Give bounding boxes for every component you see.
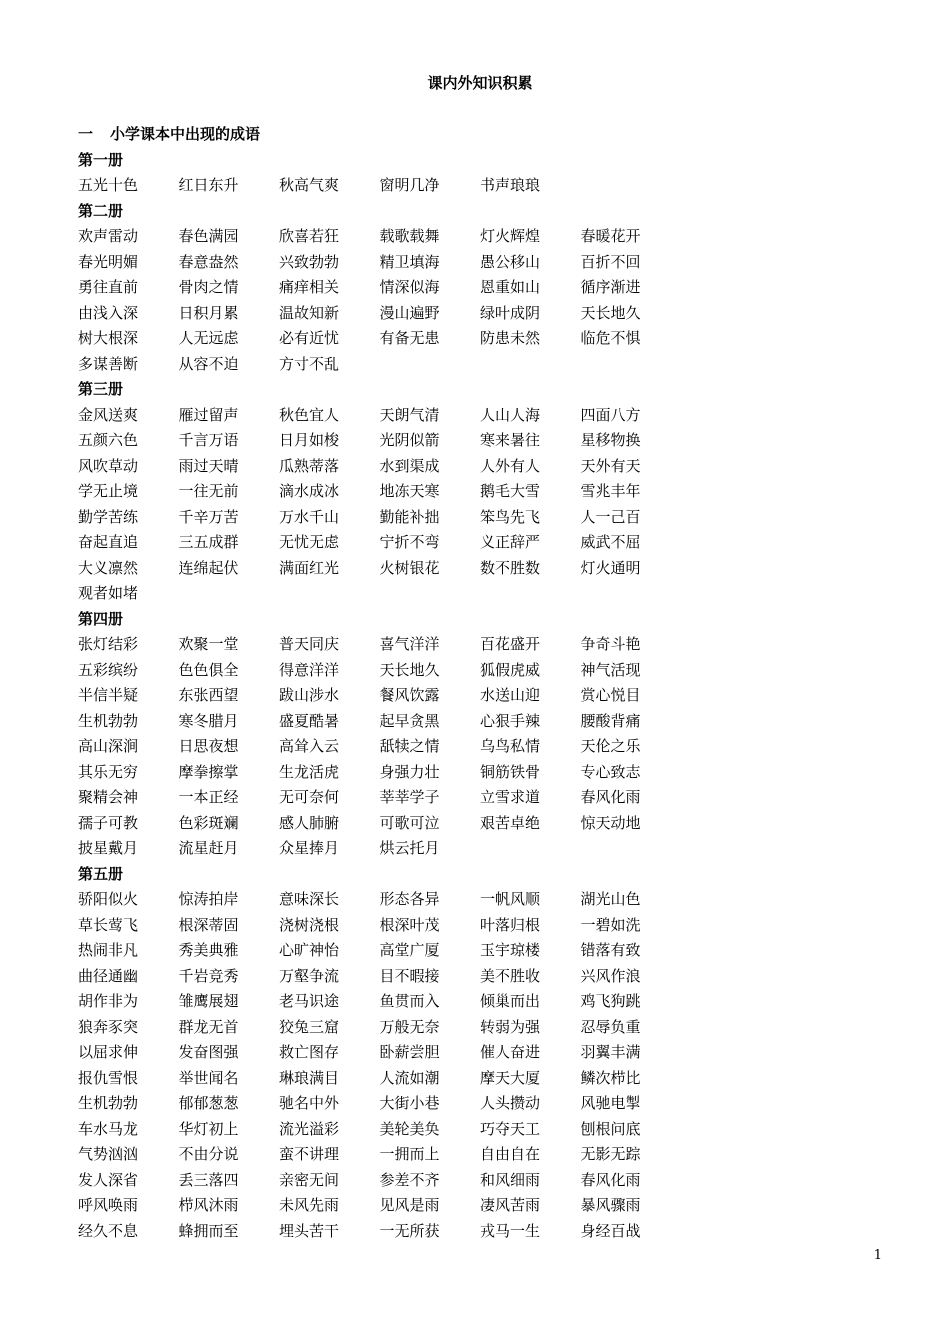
section-heading <box>78 122 898 148</box>
idiom-row <box>78 1091 898 1117</box>
idiom: 春风化雨 <box>580 788 641 806</box>
idiom-row <box>78 556 898 582</box>
idiom: 郁郁葱葱 <box>178 1094 239 1112</box>
idiom: 巧夺天工 <box>480 1119 541 1138</box>
idiom: 兴致勃勃 <box>279 252 340 271</box>
idiom: 铜筋铁骨 <box>480 762 541 781</box>
idiom: 方寸不乱 <box>279 354 340 373</box>
idiom: 湖光山色 <box>580 890 641 908</box>
idiom-row <box>78 658 898 684</box>
idiom: 色彩斑斓 <box>178 813 239 832</box>
idiom: 义正辞严 <box>480 533 541 551</box>
idiom: 万般无奈 <box>379 1017 440 1036</box>
idiom: 专心致志 <box>580 762 641 781</box>
idiom: 感人肺腑 <box>279 813 340 832</box>
idiom: 恩重如山 <box>480 278 541 296</box>
idiom-row <box>78 505 898 531</box>
idiom: 一往无前 <box>178 482 239 500</box>
idiom: 风驰电掣 <box>580 1094 641 1112</box>
idiom: 曲径通幽 <box>78 966 139 985</box>
idiom: 流光溢彩 <box>279 1119 340 1138</box>
idiom: 聚精会神 <box>78 788 139 806</box>
idiom: 天长地久 <box>379 660 440 679</box>
idiom: 一碧如洗 <box>580 915 641 934</box>
idiom: 色色俱全 <box>178 660 239 679</box>
idiom: 舐犊之情 <box>379 737 440 755</box>
idiom: 秋高气爽 <box>279 176 340 194</box>
idiom: 得意洋洋 <box>279 660 340 679</box>
section-title: 小学课本中出现的成语 <box>110 125 261 143</box>
idiom: 勤学苦练 <box>78 507 139 526</box>
idiom: 戎马一生 <box>480 1221 541 1240</box>
idiom: 赏心悦目 <box>580 686 641 704</box>
idiom-row <box>78 224 898 250</box>
idiom: 由浅入深 <box>78 303 139 322</box>
idiom: 一本正经 <box>178 788 239 806</box>
idiom: 身强力壮 <box>379 762 440 781</box>
idiom-row <box>78 760 898 786</box>
idiom: 连绵起伏 <box>178 558 239 577</box>
idiom: 披星戴月 <box>78 839 139 857</box>
idiom-row <box>78 1015 898 1041</box>
idiom: 张灯结彩 <box>78 635 139 653</box>
idiom: 孺子可教 <box>78 813 139 832</box>
idiom: 卧薪尝胆 <box>379 1043 440 1061</box>
idiom: 鸡飞狗跳 <box>580 992 641 1010</box>
idiom: 老马识途 <box>279 992 340 1010</box>
idiom-row <box>78 1066 898 1092</box>
idiom: 痛痒相关 <box>279 278 340 296</box>
idiom: 美不胜收 <box>480 966 541 985</box>
idiom: 生机勃勃 <box>78 1094 139 1112</box>
idiom: 胡作非为 <box>78 992 139 1010</box>
idiom: 蛮不讲理 <box>279 1145 340 1163</box>
idiom: 鳞次栉比 <box>580 1068 641 1087</box>
idiom: 必有近忧 <box>279 329 340 347</box>
idiom: 经久不息 <box>78 1221 139 1240</box>
idiom: 五颜六色 <box>78 431 139 449</box>
idiom-row <box>78 1219 898 1245</box>
idiom: 丢三落四 <box>178 1170 239 1189</box>
idiom: 树大根深 <box>78 329 139 347</box>
idiom: 意味深长 <box>279 890 340 908</box>
idiom: 一帆风顺 <box>480 890 541 908</box>
document-body <box>78 122 898 1244</box>
idiom: 金风送爽 <box>78 405 139 424</box>
idiom-row <box>78 479 898 505</box>
idiom: 乌鸟私情 <box>480 737 541 755</box>
idiom: 百花盛开 <box>480 635 541 653</box>
book-heading: 第五册 <box>78 864 124 883</box>
idiom: 草长莺飞 <box>78 915 139 934</box>
idiom-row <box>78 913 898 939</box>
idiom-row <box>78 250 898 276</box>
idiom: 天伦之乐 <box>580 737 641 755</box>
idiom: 莘莘学子 <box>379 788 440 806</box>
idiom: 狼奔豕突 <box>78 1017 139 1036</box>
idiom: 摩拳擦掌 <box>178 762 239 781</box>
idiom: 三五成群 <box>178 533 239 551</box>
idiom: 高堂广厦 <box>379 941 440 959</box>
idiom: 叶落归根 <box>480 915 541 934</box>
idiom: 水到渠成 <box>379 456 440 475</box>
idiom: 防患未然 <box>480 329 541 347</box>
idiom: 无忧无虑 <box>279 533 340 551</box>
idiom: 根深蒂固 <box>178 915 239 934</box>
idiom: 盛夏酷暑 <box>279 711 340 730</box>
idiom-row <box>78 785 898 811</box>
idiom: 威武不屈 <box>580 533 641 551</box>
idiom: 栉风沐雨 <box>178 1196 239 1214</box>
idiom-row <box>78 989 898 1015</box>
idiom: 百折不回 <box>580 252 641 271</box>
page-title: 课内外知识积累 <box>427 74 533 92</box>
idiom: 琳琅满目 <box>279 1068 340 1087</box>
idiom: 灯火辉煌 <box>480 227 541 245</box>
idiom: 风吹草动 <box>78 456 139 475</box>
idiom: 天长地久 <box>580 303 641 322</box>
idiom-row <box>78 581 898 607</box>
idiom: 立雪求道 <box>480 788 541 806</box>
idiom: 漫山遍野 <box>379 303 440 322</box>
idiom: 驰名中外 <box>279 1094 340 1112</box>
idiom: 有备无患 <box>379 329 440 347</box>
idiom: 狡兔三窟 <box>279 1017 340 1036</box>
idiom: 摩天大厦 <box>480 1068 541 1087</box>
idiom: 春意盎然 <box>178 252 239 271</box>
idiom: 报仇雪恨 <box>78 1068 139 1087</box>
idiom: 观者如堵 <box>78 584 139 602</box>
idiom-row <box>78 1142 898 1168</box>
idiom: 以屈求伸 <box>78 1043 139 1061</box>
idiom: 人一己百 <box>580 507 641 526</box>
idiom: 窗明几净 <box>379 176 440 194</box>
idiom: 寒冬腊月 <box>178 711 239 730</box>
idiom: 流星赶月 <box>178 839 239 857</box>
idiom: 光阴似箭 <box>379 431 440 449</box>
idiom: 多谋善断 <box>78 354 139 373</box>
idiom: 日思夜想 <box>178 737 239 755</box>
idiom: 烘云托月 <box>379 839 440 857</box>
idiom: 宁折不弯 <box>379 533 440 551</box>
idiom: 亲密无间 <box>279 1170 340 1189</box>
idiom-row <box>78 301 898 327</box>
idiom: 临危不惧 <box>580 329 641 347</box>
idiom: 参差不齐 <box>379 1170 440 1189</box>
idiom: 热闹非凡 <box>78 941 139 959</box>
idiom: 玉宇琼楼 <box>480 941 541 959</box>
idiom: 举世闻名 <box>178 1068 239 1087</box>
book-heading: 第四册 <box>78 609 124 628</box>
idiom: 寒来暑往 <box>480 431 541 449</box>
idiom: 忍辱负重 <box>580 1017 641 1036</box>
idiom-lists <box>78 148 898 1245</box>
idiom: 地冻天寒 <box>379 482 440 500</box>
idiom-row <box>78 530 898 556</box>
idiom: 星移物换 <box>580 431 641 449</box>
idiom: 羽翼丰满 <box>580 1043 641 1061</box>
idiom: 满面红光 <box>279 558 340 577</box>
idiom: 学无止境 <box>78 482 139 500</box>
idiom: 欢声雷动 <box>78 227 139 245</box>
idiom: 凄风苦雨 <box>480 1196 541 1214</box>
idiom-row <box>78 964 898 990</box>
idiom: 精卫填海 <box>379 252 440 271</box>
idiom: 半信半疑 <box>78 686 139 704</box>
idiom: 起早贪黑 <box>379 711 440 730</box>
book-heading: 第二册 <box>78 201 124 220</box>
idiom: 天外有天 <box>580 456 641 475</box>
idiom: 气势汹汹 <box>78 1145 139 1163</box>
idiom: 心旷神怡 <box>279 941 340 959</box>
idiom: 红日东升 <box>178 176 239 194</box>
idiom: 神气活现 <box>580 660 641 679</box>
idiom-row <box>78 1117 898 1143</box>
idiom: 天朗气清 <box>379 405 440 424</box>
idiom: 雏鹰展翅 <box>178 992 239 1010</box>
idiom-row <box>78 275 898 301</box>
idiom: 和风细雨 <box>480 1170 541 1189</box>
idiom: 自由自在 <box>480 1145 541 1163</box>
idiom: 五彩缤纷 <box>78 660 139 679</box>
idiom-row <box>78 734 898 760</box>
idiom: 惊涛拍岸 <box>178 890 239 908</box>
idiom-row <box>78 811 898 837</box>
idiom: 浇树浇根 <box>279 915 340 934</box>
idiom: 一无所获 <box>379 1221 440 1240</box>
idiom: 笨鸟先飞 <box>480 507 541 526</box>
idiom: 日月如梭 <box>279 431 340 449</box>
idiom: 转弱为强 <box>480 1017 541 1036</box>
idiom-row <box>78 938 898 964</box>
idiom: 雁过留声 <box>178 405 239 424</box>
idiom: 众星捧月 <box>279 839 340 857</box>
idiom: 不由分说 <box>178 1145 239 1163</box>
idiom: 普天同庆 <box>279 635 340 653</box>
idiom: 火树银花 <box>379 558 440 577</box>
idiom: 愚公移山 <box>480 252 541 271</box>
idiom: 五光十色 <box>78 176 139 194</box>
idiom-row <box>78 836 898 862</box>
idiom: 水送山迎 <box>480 686 541 704</box>
idiom-row <box>78 173 898 199</box>
idiom: 群龙无首 <box>178 1017 239 1036</box>
idiom: 跋山涉水 <box>279 686 340 704</box>
idiom: 美轮美奂 <box>379 1119 440 1138</box>
idiom: 心狠手辣 <box>480 711 541 730</box>
idiom: 奋起直追 <box>78 533 139 551</box>
idiom: 腰酸背痛 <box>580 711 641 730</box>
idiom: 鹅毛大雪 <box>480 482 541 500</box>
idiom-row <box>78 428 898 454</box>
idiom: 春光明媚 <box>78 252 139 271</box>
idiom: 喜气洋洋 <box>379 635 440 653</box>
idiom: 兴风作浪 <box>580 966 641 985</box>
idiom: 循序渐进 <box>580 278 641 296</box>
idiom: 刨根问底 <box>580 1119 641 1138</box>
idiom-row <box>78 1168 898 1194</box>
idiom: 见风是雨 <box>379 1196 440 1214</box>
idiom: 餐风饮露 <box>379 686 440 704</box>
idiom: 四面八方 <box>580 405 641 424</box>
idiom: 无影无踪 <box>580 1145 641 1163</box>
idiom: 无可奈何 <box>279 788 340 806</box>
idiom-row <box>78 454 898 480</box>
idiom: 人外有人 <box>480 456 541 475</box>
idiom: 目不暇接 <box>379 966 440 985</box>
idiom: 其乐无穷 <box>78 762 139 781</box>
idiom: 万水千山 <box>279 507 340 526</box>
idiom-row <box>78 887 898 913</box>
idiom: 欣喜若狂 <box>279 227 340 245</box>
idiom: 从容不迫 <box>178 354 239 373</box>
idiom: 生机勃勃 <box>78 711 139 730</box>
idiom: 根深叶茂 <box>379 915 440 934</box>
idiom: 灯火通明 <box>580 558 641 577</box>
idiom: 大义凛然 <box>78 558 139 577</box>
idiom: 大街小巷 <box>379 1094 440 1112</box>
idiom: 人流如潮 <box>379 1068 440 1087</box>
idiom-row <box>78 1193 898 1219</box>
idiom: 救亡图存 <box>279 1043 340 1061</box>
idiom: 发人深省 <box>78 1170 139 1189</box>
idiom: 争奇斗艳 <box>580 635 641 653</box>
idiom: 东张西望 <box>178 686 239 704</box>
idiom: 一拥而上 <box>379 1145 440 1163</box>
idiom: 日积月累 <box>178 303 239 322</box>
idiom: 催人奋进 <box>480 1043 541 1061</box>
idiom: 千辛万苦 <box>178 507 239 526</box>
idiom: 身经百战 <box>580 1221 641 1240</box>
idiom: 倾巢而出 <box>480 992 541 1010</box>
idiom: 春色满园 <box>178 227 239 245</box>
idiom: 秋色宜人 <box>279 405 340 424</box>
idiom: 暴风骤雨 <box>580 1196 641 1214</box>
idiom: 骄阳似火 <box>78 890 139 908</box>
idiom-row <box>78 326 898 352</box>
idiom: 千言万语 <box>178 431 239 449</box>
idiom: 生龙活虎 <box>279 762 340 781</box>
idiom: 瓜熟蒂落 <box>279 456 340 475</box>
book-heading: 第一册 <box>78 150 124 169</box>
idiom-row <box>78 1040 898 1066</box>
idiom: 形态各异 <box>379 890 440 908</box>
idiom: 惊天动地 <box>580 813 641 832</box>
idiom: 勤能补拙 <box>379 507 440 526</box>
idiom: 车水马龙 <box>78 1119 139 1138</box>
idiom: 人无远虑 <box>178 329 239 347</box>
idiom: 错落有致 <box>580 941 641 959</box>
idiom: 发奋图强 <box>178 1043 239 1061</box>
idiom: 艰苦卓绝 <box>480 813 541 832</box>
idiom: 可歌可泣 <box>379 813 440 832</box>
idiom: 千岩竞秀 <box>178 966 239 985</box>
idiom: 人山人海 <box>480 405 541 424</box>
idiom: 埋头苦干 <box>279 1221 340 1240</box>
idiom: 鱼贯而入 <box>379 992 440 1010</box>
idiom: 高耸入云 <box>279 737 340 755</box>
section-number: 一 <box>78 125 94 143</box>
idiom: 滴水成冰 <box>279 482 340 500</box>
page-number: 1 <box>873 1248 882 1263</box>
idiom: 呼风唤雨 <box>78 1196 139 1214</box>
idiom: 华灯初上 <box>178 1119 239 1138</box>
idiom: 春暖花开 <box>580 227 641 245</box>
idiom-row <box>78 352 898 378</box>
idiom: 书声琅琅 <box>480 176 541 194</box>
idiom: 春风化雨 <box>580 1170 641 1189</box>
idiom-row <box>78 403 898 429</box>
idiom: 载歌载舞 <box>379 227 440 245</box>
idiom: 情深似海 <box>379 278 440 296</box>
idiom: 雨过天晴 <box>178 456 239 475</box>
idiom: 温故知新 <box>279 303 340 322</box>
idiom: 雪兆丰年 <box>580 482 641 500</box>
idiom: 勇往直前 <box>78 278 139 296</box>
idiom: 秀美典雅 <box>178 941 239 959</box>
idiom: 未风先雨 <box>279 1196 340 1214</box>
idiom: 欢聚一堂 <box>178 635 239 653</box>
idiom: 绿叶成阴 <box>480 303 541 322</box>
idiom: 狐假虎威 <box>480 660 541 679</box>
idiom: 高山深涧 <box>78 737 139 755</box>
idiom-row <box>78 632 898 658</box>
idiom-row <box>78 683 898 709</box>
idiom: 骨肉之情 <box>178 278 239 296</box>
idiom: 万壑争流 <box>279 966 340 985</box>
idiom: 人头攒动 <box>480 1094 541 1112</box>
idiom: 蜂拥而至 <box>178 1221 239 1240</box>
idiom-row <box>78 709 898 735</box>
book-heading: 第三册 <box>78 380 124 398</box>
idiom: 数不胜数 <box>480 558 541 577</box>
